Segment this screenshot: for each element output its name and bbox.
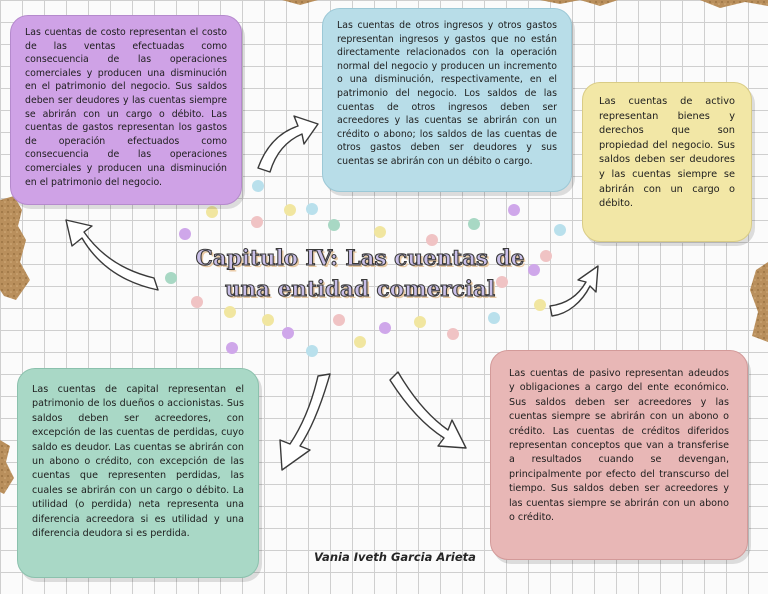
torn-paper-icon [700,0,768,8]
capital-text: Las cuentas de capital representan el patrimonio de los dueños o accionistas. Sus saldos deben ser acreedores, con excepción de las cuentas de perdidas, cuyo saldo es deudor. Las cuentas se abrirán con un abono o crédito, con excepción de las cuentas que representen perdidas, las cuales se abrirán con un cargo o débito. La utilidad (o perdida) neta representa una diferencia acreedora si es utilidad y una diferencia deudora si es perdida. [32,384,244,540]
pasivo-card [490,350,748,560]
confetti-dot-icon [252,180,264,192]
otros-ingresos-text: Las cuentas de otros ingresos y otros gastos representan ingresos y gastos que no están directamente relacionados con la operación normal del negocio y producen un incremento o una disminución, respectivamente, en el patrimonio del negocio. Los saldos de las cuentas de otros ingresos deben ser acreedores y las cuentas se abrirán con un crédito o abono; los saldos de las cuentas de otros gastos deben ser deudores y sus cuentas se abrirán con un débito o cargo. [337,20,557,167]
confetti-dot-icon [224,306,236,318]
confetti-dot-icon [354,336,366,348]
capital-card [17,368,259,578]
page-title [160,243,560,305]
confetti-dot-icon [414,316,426,328]
title-line-2: una entidad comercial [224,277,496,302]
author-name: Vania Iveth Garcia Arieta [314,550,476,564]
torn-paper-icon [540,0,618,6]
confetti-dot-icon [226,342,238,354]
confetti-dot-icon [333,314,345,326]
torn-paper-icon [0,440,14,494]
confetti-dot-icon [508,204,520,216]
curved-arrow-icon [258,116,318,172]
confetti-dot-icon [447,328,459,340]
curved-arrow-icon [66,220,158,290]
confetti-dot-icon [284,204,296,216]
otros-ingresos-card [322,8,572,192]
confetti-dot-icon [328,219,340,231]
curved-arrow-icon [390,372,466,448]
torn-paper-icon [750,262,768,342]
activo-card [582,82,752,242]
confetti-dot-icon [554,224,566,236]
confetti-dot-icon [468,218,480,230]
torn-paper-icon [0,196,30,300]
confetti-dot-icon [488,312,500,324]
pasivo-text: Las cuentas de pasivo representan adeudos y obligaciones a cargo del ente económico. Sus saldos deben ser acreedores y las cuentas siempre se abrirán con un abono o crédito. Las cuentas de créditos diferidos representan conceptos que van a transferise a resultados cuando se devengan, principalmente por efecto del transcurso del tiempo. Sus saldos deben ser acreedores y las cuentas siempre se abrirán con un abono o crédito. [509,368,729,524]
confetti-dot-icon [179,228,191,240]
confetti-dot-icon [251,216,263,228]
confetti-dot-icon [262,314,274,326]
curved-arrow-icon [280,374,330,470]
confetti-dot-icon [306,345,318,357]
activo-text: Las cuentas de activo representan bienes y derechos que son propiedad del negocio. Sus saldos deben ser deudores y las cuentas siempre se abrirán con un cargo o débito. [599,96,735,210]
costo-card [10,15,242,205]
confetti-dot-icon [206,206,218,218]
confetti-dot-icon [282,327,294,339]
confetti-dot-icon [306,203,318,215]
costo-text: Las cuentas de costo representan el costo de las ventas efectuadas como consecuencia de las operaciones comerciales y producen una disminución en el patrimonio del negocio. Sus saldos deben ser deudores y las cuentas siempre se abrirán con un cargo o débito. Las cuentas de gastos representan los gastos de operación efectuados como consecuencia de las operaciones comerciales y producen una disminución en el patrimonio del negocio. [25,27,227,188]
title-line-1: Capitulo IV: Las cuentas de [195,246,525,271]
confetti-dot-icon [379,322,391,334]
torn-paper-icon [282,0,318,5]
confetti-dot-icon [374,226,386,238]
